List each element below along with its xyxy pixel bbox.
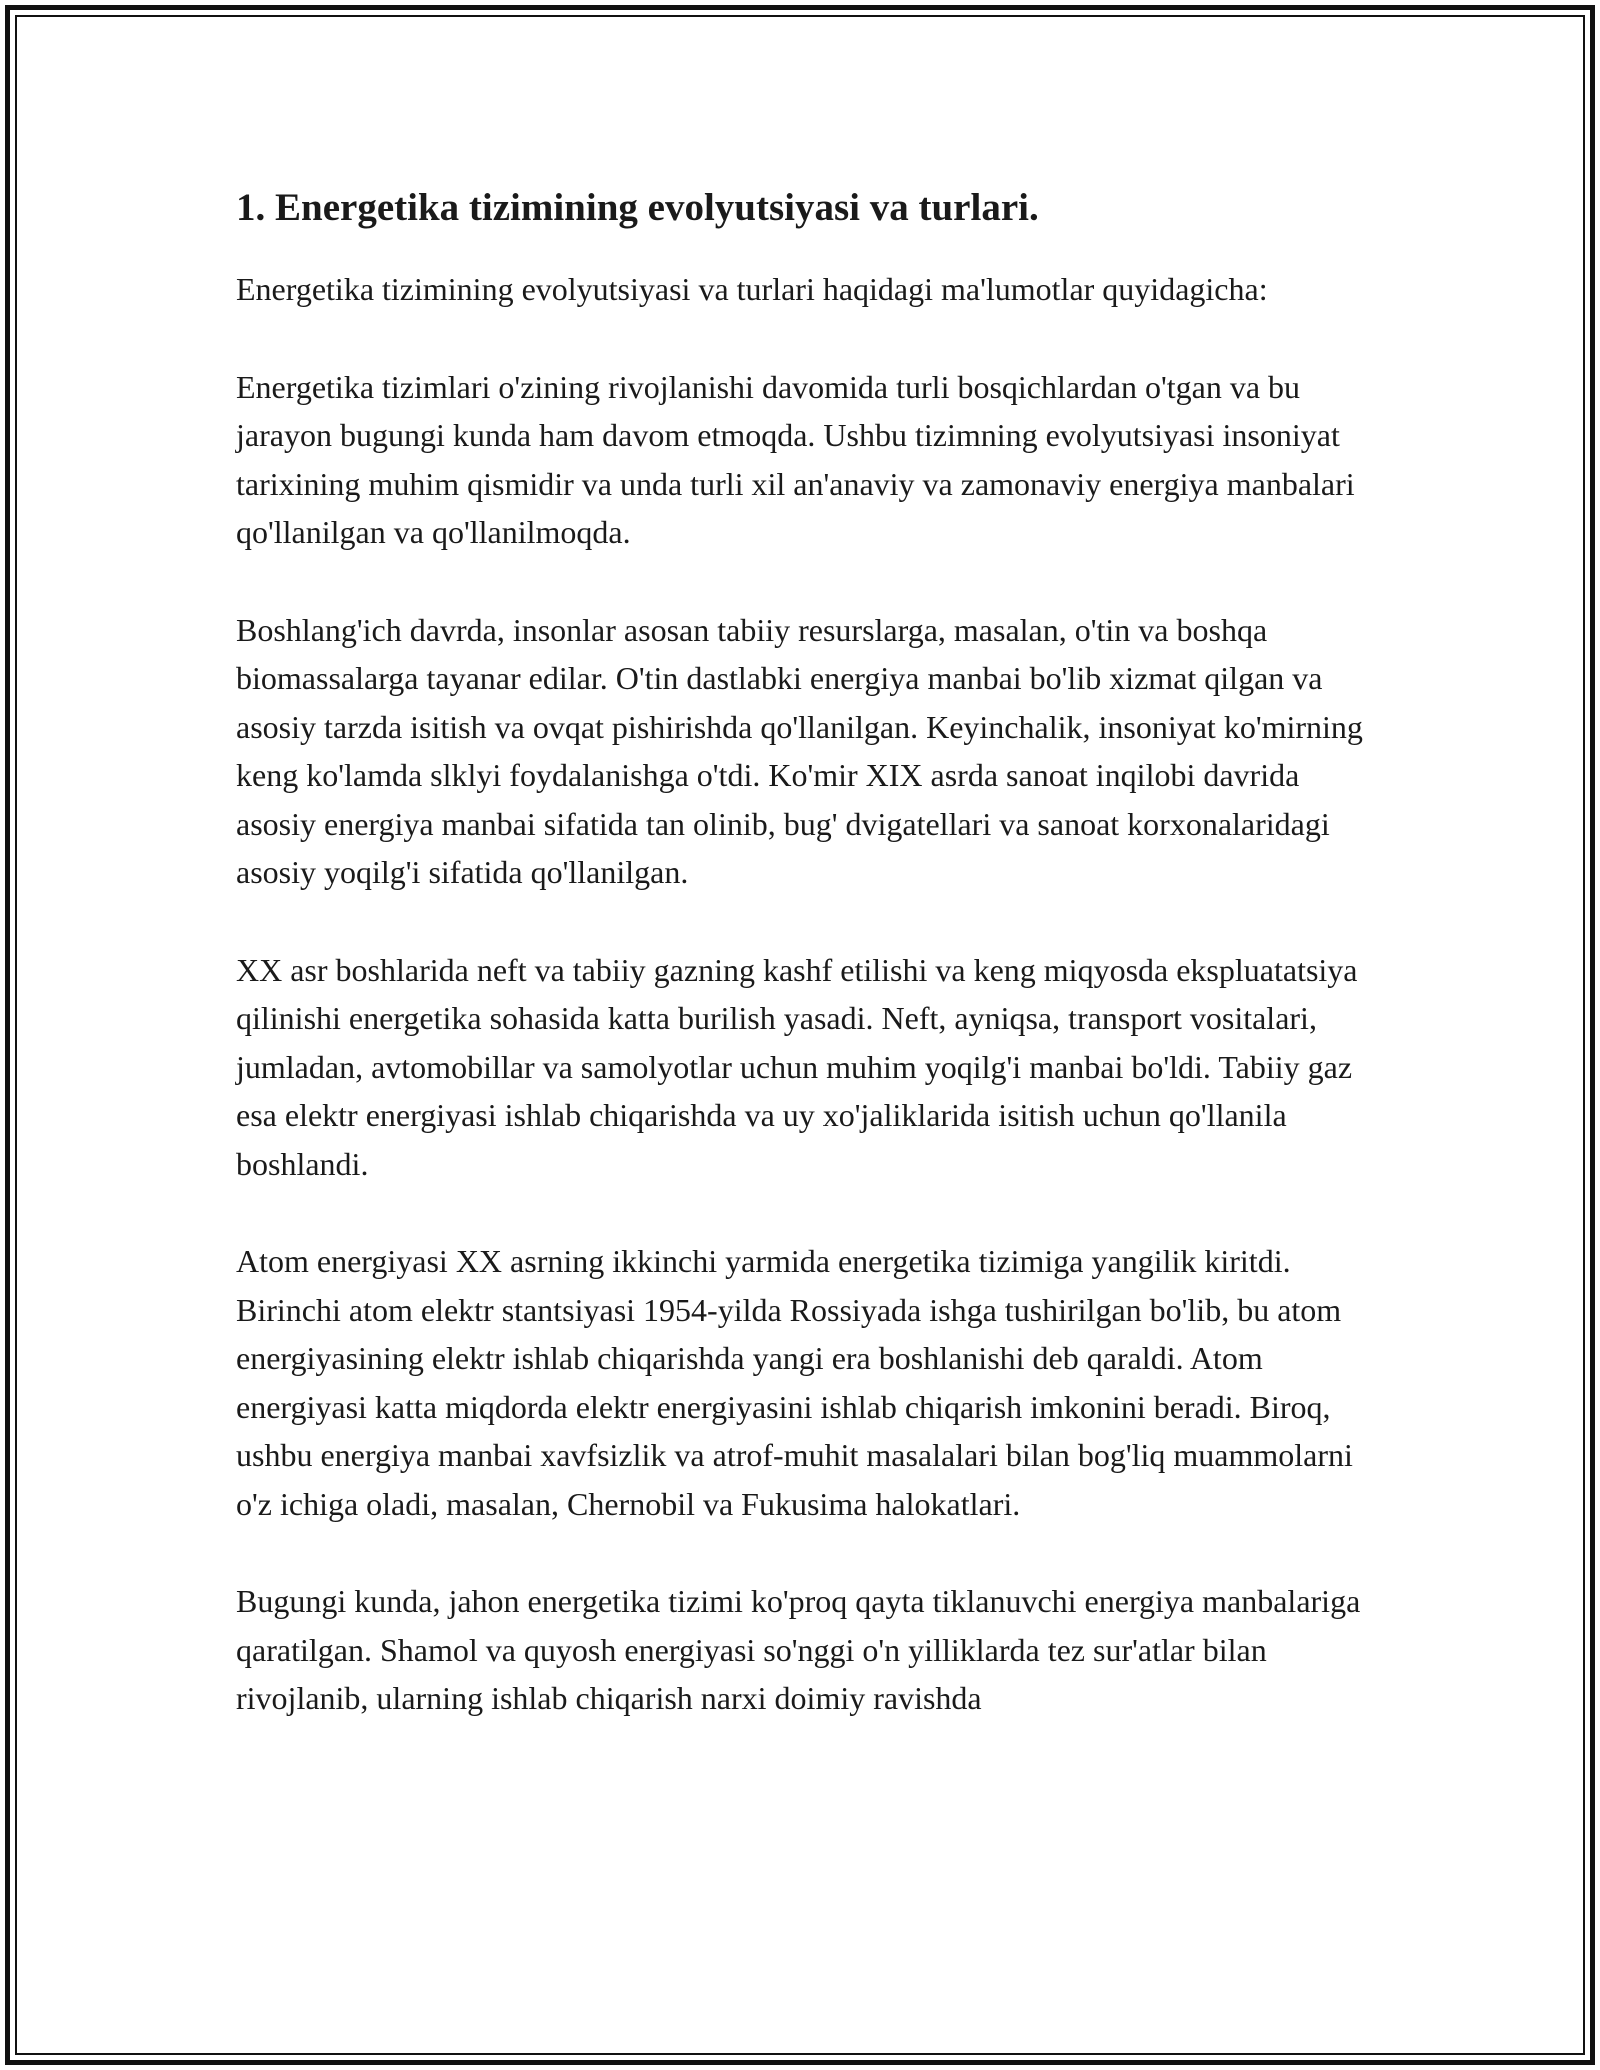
document-body — [236, 184, 1376, 1772]
paragraph-evolution: Energetika tizimlari o'zining rivojlanishi davomida turli bosqichlardan o'tgan va bu jarayon bugungi kunda ham davom etmoqda. Ushbu tizimning evolyutsiyasi insoniyat tarixining muhim qismidir va unda turli xil an'anaviy va zamonaviy energiya manbalari qo'llanilgan va qo'llanilmoqda. — [236, 368, 1355, 550]
document-title: 1. Energetika tizimining evolyutsiyasi va turlari. — [236, 186, 1039, 229]
paragraph-intro: Energetika tizimining evolyutsiyasi va turlari haqidagi ma'lumotlar quyidagicha: — [236, 271, 1268, 307]
paragraph-renewables: Bugungi kunda, jahon energetika tizimi ko'proq qayta tiklanuvchi energiya manbalariga qaratilgan. Shamol va quyosh energiyasi so'nggi o'n yilliklarda tez sur'atlar bilan rivojlanib, ularning ishlab chiqarish narxi doimiy ravishda — [236, 1583, 1361, 1716]
paragraph-early-sources: Boshlang'ich davrda, insonlar asosan tabiiy resurslarga, masalan, o'tin va boshqa biomassalarga tayanar edilar. O'tin dastlabki energiya manbai bo'lib xizmat qilgan va asosiy tarzda isitish va ovqat pishirishda qo'llanilgan. Keyinchalik, insoniyat ko'mirning keng ko'lamda slklyi foydalanishga o'tdi. Ko'mir XIX asrda sanoat inqilobi davrida asosiy energiya manbai sifatida tan olinib, bug' dvigatellari va sanoat korxonalaridagi asosiy yoqilg'i sifatida qo'llanilgan. — [236, 611, 1363, 890]
paragraph-oil-gas: XX asr boshlarida neft va tabiiy gazning kashf etilishi va keng miqyosda ekspluatatsiya qilinishi energetika sohasida katta burilish yasadi. Neft, ayniqsa, transport vositalari, jumladan, avtomobillar va samolyotlar uchun muhim yoqilg'i manbai bo'ldi. Tabiiy gaz esa elektr energiyasi ishlab chiqarishda va uy xo'jaliklarida isitish uchun qo'llanila boshlandi. — [236, 951, 1358, 1182]
paragraph-nuclear: Atom energiyasi XX asrning ikkinchi yarmida energetika tizimiga yangilik kiritdi. Birinchi atom elektr stantsiyasi 1954-yilda Rossiyada ishga tushirilgan bo'lib, bu atom energiyasining elektr ishlab chiqarishda yangi era boshlanishi deb qaraldi. Atom energiyasi katta miqdorda elektr energiyasini ishlab chiqarish imkonini beradi. Biroq, ushbu energiya manbai xavfsizlik va atrof-muhit masalalari bilan bog'liq muammolarni o'z ichiga oladi, masalan, Chernobil va Fukusima halokatlari. — [236, 1243, 1353, 1522]
